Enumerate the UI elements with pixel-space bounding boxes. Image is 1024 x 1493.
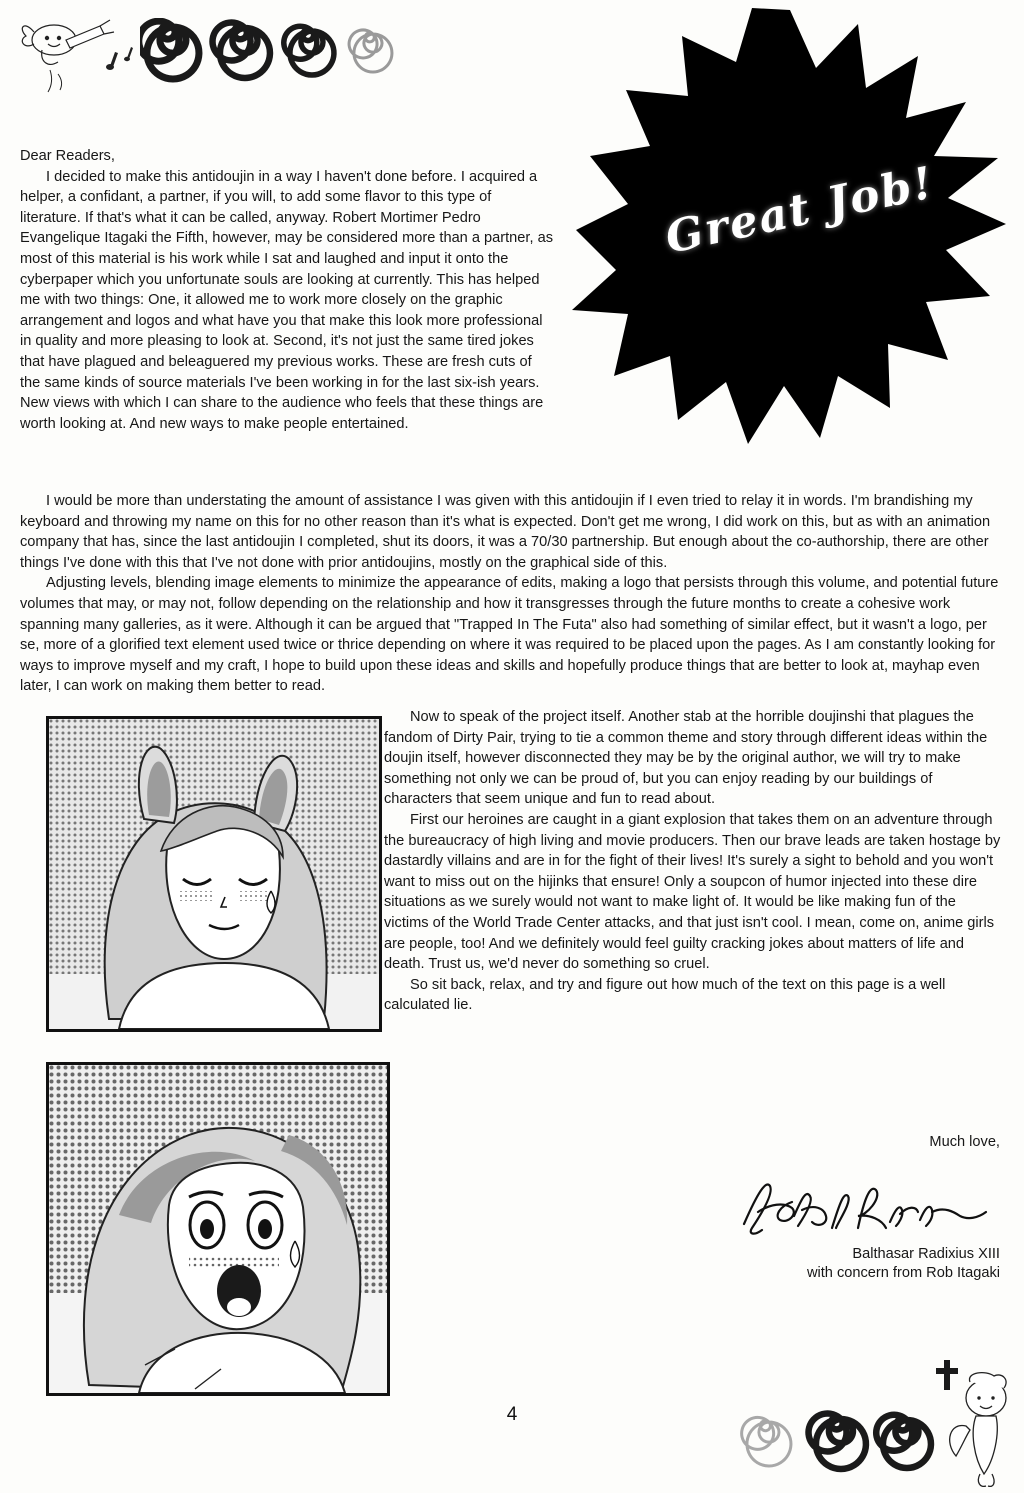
spiral-decoration-top (140, 18, 410, 88)
letter-column-narrow (20, 146, 553, 434)
signoff-credit: with concern from Rob Itagaki (806, 1265, 1000, 1281)
signoff-name: Balthasar Radixius XIII (852, 1246, 1000, 1262)
signoff-block (580, 1245, 1000, 1283)
letter-paragraph-4: Now to speak of the project itself. Another stab at the horrible doujinshi that plagues the fandom of Dirty Pair, trying to tie a common theme and story through different ideas within the doujin itself, however disconnected they may be by the original author, we will try to make something not only we can be proud of, but you can enjoy reading by our buildings of characters that seem unique and fun to read about. (384, 709, 988, 808)
page-number: 4 (506, 1404, 518, 1425)
starburst-badge (570, 8, 1010, 458)
signoff-closing: Much love, (929, 1134, 1000, 1150)
letter-column-right (384, 707, 1004, 1016)
letter-salutation: Dear Readers, (20, 148, 115, 164)
letter-paragraph-2: I would be more than understating the amount of assistance I was given with this antidoujin if I even tried to relay it in words. I'm brandishing my keyboard and throwing my name on this for no other reason than it's what is expected. Don't get me wrong, I did work on this, but as with an animation company that has, since the last antidoujin I completed, shut its doors, it was a 70/30 partnership. But enough about the co-authorship, there are other things I've done with this that I've not done with prior antidoujins, mostly on the graphical side of this. (20, 493, 991, 571)
letter-paragraph-3: Adjusting levels, blending image elements to minimize the appearance of edits, making a logo that persists through this volume, and potential future volumes that may, or may not, follow depending on the relationship and how it transgresses through the future months to create a cohesive work spanning many galleries, as it were. Although it can be argued that "Trapped In The Futa" also had something of similar effect, but it wasn't a logo, per se, more of a glorified text element used twice or thrice depending on where it was required to be placed upon the pages. As I am constantly looking for ways to improve myself and my craft, I hope to build upon these ideas and skills and hopefully produce things that are better to look at, mayhap even later, I can work on making them better to read. (20, 575, 999, 695)
manga-panel-top (46, 716, 382, 1032)
letter-paragraph-6: So sit back, relax, and try and figure out how much of the text on this page is a well calculated lie. (384, 976, 946, 1014)
badge-text: Great Job! (661, 157, 939, 264)
cherub-icon-bottom (940, 1370, 1024, 1490)
letter-paragraph-5: First our heroines are caught in a giant explosion that takes them on an adventure through the bureaucracy of high living and movie producers. Then our brave leads are taken hostage by dastardly villains and are in for the fight of their lives! It's surely a sight to behold and you won't want to miss out on the hijinks that ensure! Only a soupcon of humor injected into these dire situations as we surely would not want to make light of. It would be like making fun of the victims of the World Trade Center attacks, and that just isn't cool. I mean, come on, anime girls are people, too! And we definitely would feel guilty cracking jokes about matters of life and death. Trust us, we'd never do something so cruel. (384, 811, 1001, 973)
spiral-decoration-bottom (735, 1396, 945, 1491)
letter-paragraph-1: I decided to make this antidoujin in a way I haven't done before. I acquired a helper, a confidant, a partner, if you will, to add some flavor to this type of literature. If that's what it can be called, anyway. Robert Mortimer Pedro Evangelique Itagaki the Fifth, however, may be considered more than a partner, as most of this material is his work while I sat and laughed and input it onto the cyberpaper which you unfortunate souls are looking at currently. This has helped me with two things: One, it allowed me to work more closely on the graphic arrangement and logos and what have you that make this look more professional in quality and more pleasing to look at. Second, it's not just the same tired jokes that have plagued and beleaguered my previous works. These are fresh cuts of the same kinds of source materials I've been working in for the last six-ish years. New views with which I can share to the audience who feels that these things are worth looking at. And new ways to make people entertained. (20, 168, 553, 432)
manga-panel-bottom (46, 1062, 390, 1396)
letter-column-wide (20, 491, 1004, 697)
signature-mark (740, 1172, 990, 1242)
cherub-trumpet-icon (14, 10, 134, 120)
